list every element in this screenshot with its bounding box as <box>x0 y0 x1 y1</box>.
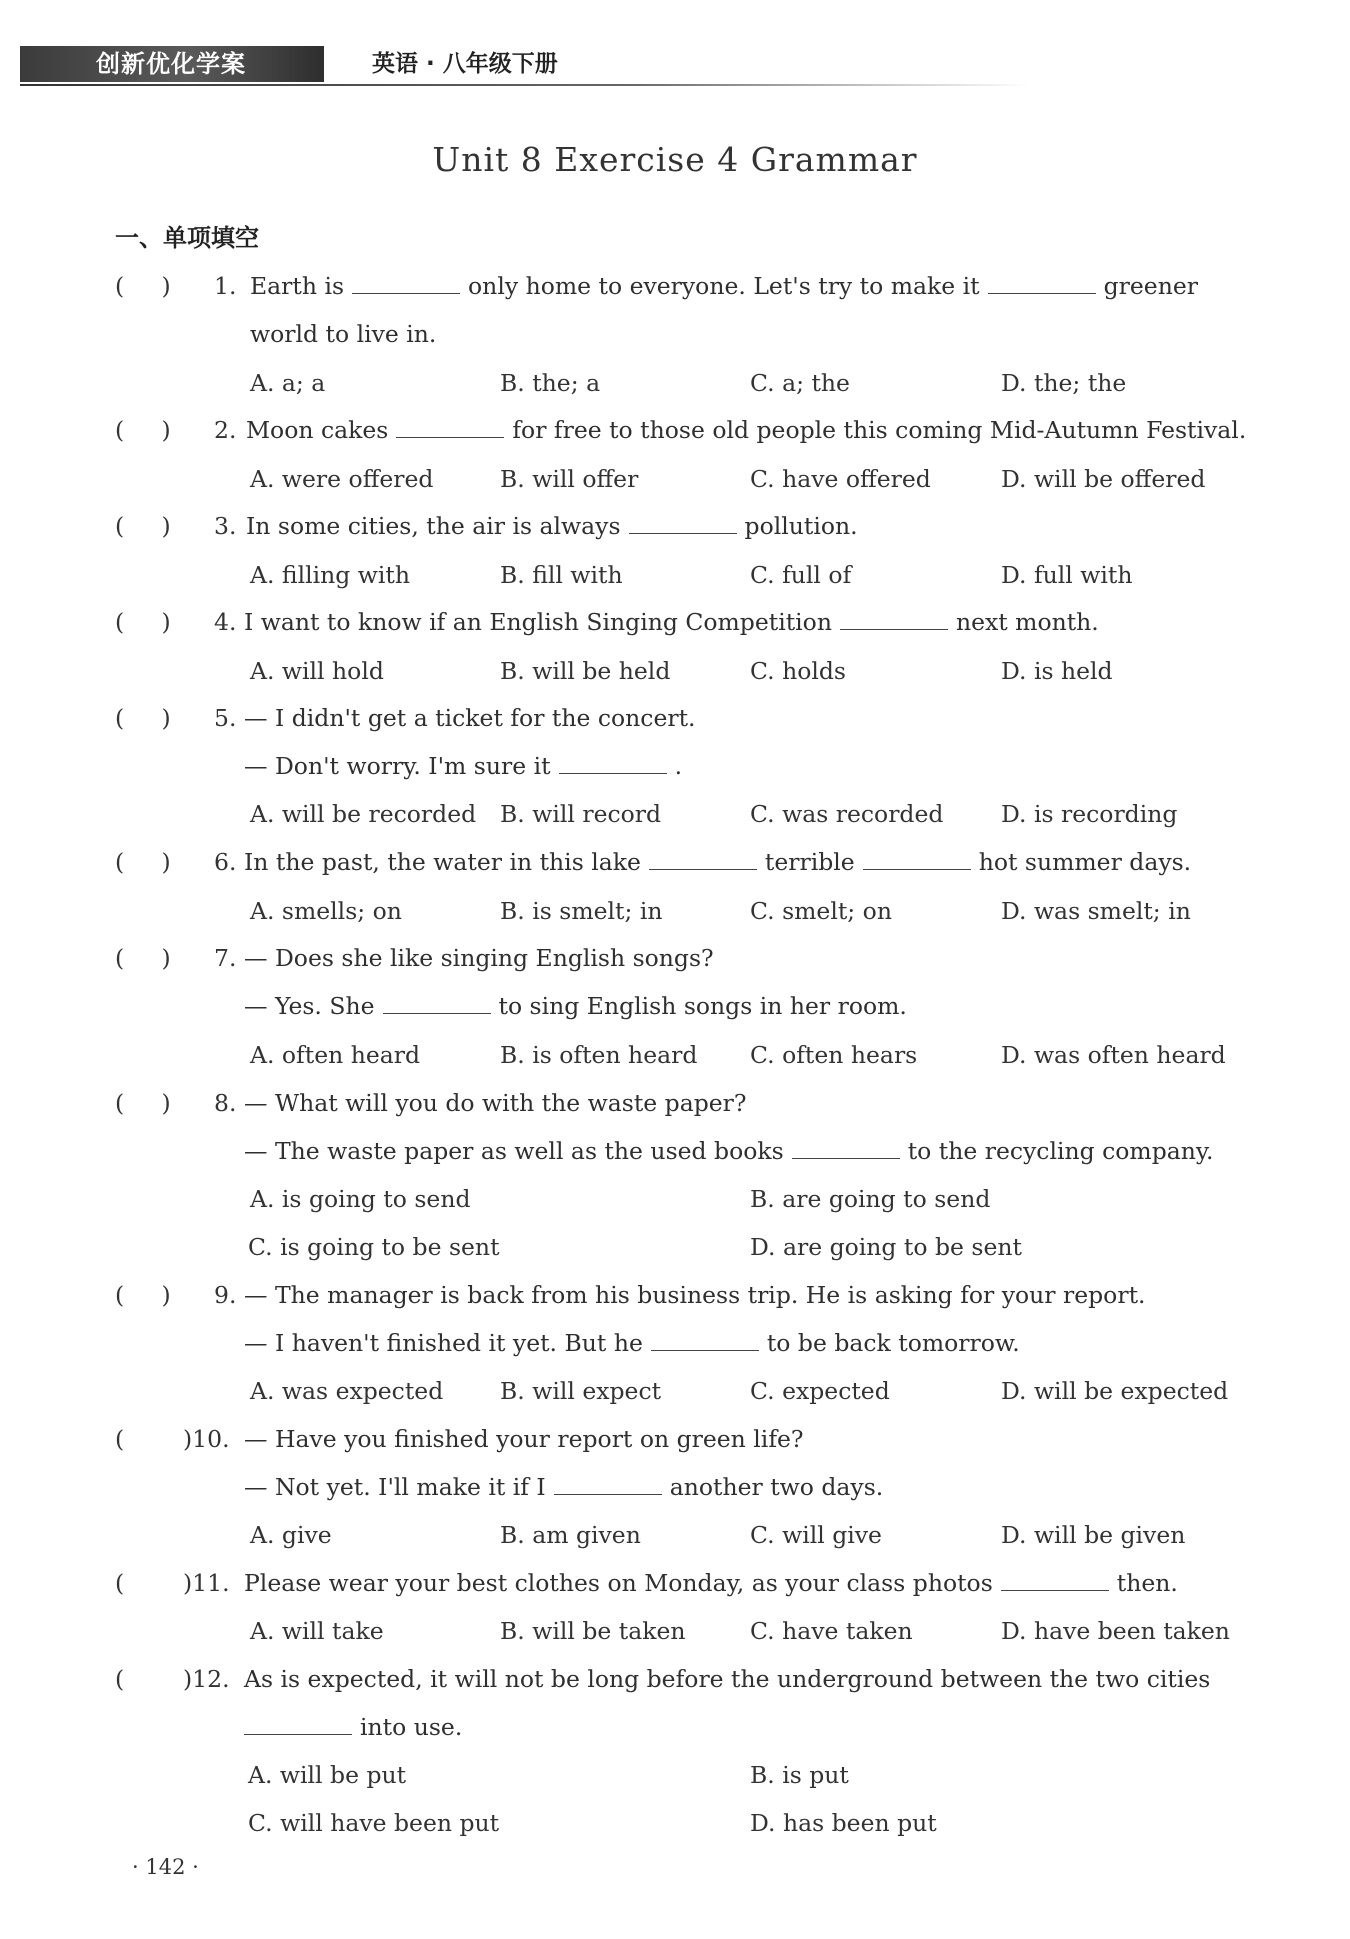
option-b[interactable]: B. will expect <box>500 1377 662 1405</box>
question-number: 9. <box>214 1281 237 1309</box>
answer-blank[interactable] <box>651 1328 759 1351</box>
answer-blank[interactable] <box>554 1472 662 1495</box>
question-number: 4. <box>214 608 237 636</box>
answer-blank[interactable] <box>383 991 491 1014</box>
option-b[interactable]: B. will be taken <box>500 1617 686 1645</box>
subject-label: 英语 · 八年级下册 <box>372 51 558 77</box>
option-a[interactable]: A. was expected <box>250 1377 444 1405</box>
option-c[interactable]: C. will give <box>750 1521 882 1549</box>
answer-paren[interactable]: ( ) <box>115 1089 171 1117</box>
answer-paren[interactable]: ( ) <box>115 272 171 300</box>
page-number: · 142 · <box>132 1855 199 1879</box>
answer-blank[interactable] <box>863 847 971 870</box>
question-text: Moon cakes for free to those old people this coming Mid-Autumn Festival. <box>246 416 1247 444</box>
question-number: )11. <box>183 1569 230 1597</box>
option-b[interactable]: B. the; a <box>500 369 601 397</box>
answer-blank[interactable] <box>396 415 504 438</box>
question-text: In some cities, the air is always pollution. <box>246 512 858 540</box>
option-d[interactable]: D. are going to be sent <box>750 1233 1022 1261</box>
option-b[interactable]: B. fill with <box>500 561 623 589</box>
question-text: — Does she like singing English songs? <box>244 944 714 972</box>
question-text-cont: — Yes. She to sing English songs in her room. <box>244 992 907 1020</box>
option-c[interactable]: C. have taken <box>750 1617 913 1645</box>
option-b[interactable]: B. is put <box>750 1761 849 1789</box>
answer-blank[interactable] <box>792 1136 900 1159</box>
option-c[interactable]: C. often hears <box>750 1041 918 1069</box>
option-c[interactable]: C. have offered <box>750 465 931 493</box>
question-text-cont: — I haven't finished it yet. But he to be back tomorrow. <box>244 1329 1020 1357</box>
option-b[interactable]: B. will be held <box>500 657 671 685</box>
option-a[interactable]: A. will take <box>250 1617 384 1645</box>
option-a[interactable]: A. smells; on <box>250 897 402 925</box>
answer-paren[interactable]: ( ) <box>115 512 171 540</box>
question-text: In the past, the water in this lake terrible hot summer days. <box>244 848 1192 876</box>
answer-blank[interactable] <box>988 271 1096 294</box>
question-number: 8. <box>214 1089 237 1117</box>
option-c[interactable]: C. a; the <box>750 369 850 397</box>
question-number: )12. <box>183 1665 230 1693</box>
question-text: — I didn't get a ticket for the concert. <box>244 704 696 732</box>
option-c[interactable]: C. was recorded <box>750 800 944 828</box>
answer-blank[interactable] <box>244 1712 352 1735</box>
answer-paren[interactable]: ( ) <box>115 944 171 972</box>
answer-blank[interactable] <box>629 511 737 534</box>
header-divider <box>20 84 1030 86</box>
option-b[interactable]: B. will record <box>500 800 662 828</box>
option-d[interactable]: D. will be expected <box>1001 1377 1229 1405</box>
brand-logo: 创新优化学案 <box>20 46 324 82</box>
question-text: — What will you do with the waste paper? <box>244 1089 747 1117</box>
question-text-cont: — The waste paper as well as the used books to the recycling company. <box>244 1137 1214 1165</box>
option-a[interactable]: A. will hold <box>250 657 384 685</box>
option-a[interactable]: A. will be recorded <box>250 800 477 828</box>
answer-paren[interactable]: ( <box>115 1665 147 1693</box>
question-text-cont: into use. <box>244 1711 462 1743</box>
question-text: I want to know if an English Singing Competition next month. <box>244 608 1099 636</box>
question-text: As is expected, it will not be long before the underground between the two cities <box>244 1665 1211 1693</box>
answer-paren[interactable]: ( ) <box>115 848 171 876</box>
option-d[interactable]: D. has been put <box>750 1809 937 1837</box>
question-number: )10. <box>183 1425 230 1453</box>
option-b[interactable]: B. is smelt; in <box>500 897 663 925</box>
answer-blank[interactable] <box>559 751 667 774</box>
option-d[interactable]: D. is recording <box>1001 800 1178 828</box>
question-text: Earth is only home to everyone. Let's try to make it greener <box>250 272 1198 300</box>
option-d[interactable]: D. full with <box>1001 561 1133 589</box>
option-c[interactable]: C. full of <box>750 561 852 589</box>
option-b[interactable]: B. is often heard <box>500 1041 698 1069</box>
option-a[interactable]: A. is going to send <box>250 1185 471 1213</box>
option-a[interactable]: A. will be put <box>248 1761 407 1789</box>
question-number: 5. <box>214 704 237 732</box>
answer-paren[interactable]: ( <box>115 1569 147 1597</box>
option-a[interactable]: A. often heard <box>250 1041 421 1069</box>
section-heading: 一、单项填空 <box>115 224 259 252</box>
option-d[interactable]: D. was often heard <box>1001 1041 1226 1069</box>
answer-paren[interactable]: ( ) <box>115 704 171 732</box>
option-b[interactable]: B. will offer <box>500 465 639 493</box>
option-b[interactable]: B. am given <box>500 1521 641 1549</box>
page-header <box>20 46 1030 86</box>
option-a[interactable]: A. give <box>250 1521 332 1549</box>
question-text: — Have you finished your report on green life? <box>244 1425 804 1453</box>
option-d[interactable]: D. is held <box>1001 657 1113 685</box>
option-a[interactable]: A. a; a <box>250 369 326 397</box>
option-c[interactable]: C. expected <box>750 1377 890 1405</box>
question-text-cont: — Not yet. I'll make it if I another two days. <box>244 1473 884 1501</box>
option-d[interactable]: D. have been taken <box>1001 1617 1230 1645</box>
option-c[interactable]: C. will have been put <box>248 1809 500 1837</box>
answer-paren[interactable]: ( ) <box>115 416 171 444</box>
question-number: 3. <box>214 512 237 540</box>
option-d[interactable]: D. will be offered <box>1001 465 1206 493</box>
page-title: Unit 8 Exercise 4 Grammar <box>432 140 918 179</box>
option-c[interactable]: C. holds <box>750 657 846 685</box>
question-text-cont: world to live in. <box>250 320 437 348</box>
option-a[interactable]: A. were offered <box>250 465 434 493</box>
option-c[interactable]: C. smelt; on <box>750 897 892 925</box>
answer-blank[interactable] <box>1001 1568 1109 1591</box>
answer-paren[interactable]: ( ) <box>115 608 171 636</box>
answer-blank[interactable] <box>352 271 460 294</box>
option-a[interactable]: A. filling with <box>250 561 410 589</box>
option-d[interactable]: D. was smelt; in <box>1001 897 1191 925</box>
question-number: 2. <box>214 416 237 444</box>
answer-blank[interactable] <box>840 607 948 630</box>
option-d[interactable]: D. the; the <box>1001 369 1127 397</box>
option-c[interactable]: C. is going to be sent <box>248 1233 500 1261</box>
question-text: — The manager is back from his business trip. He is asking for your report. <box>244 1281 1146 1309</box>
question-number: 7. <box>214 944 237 972</box>
question-text-cont: — Don't worry. I'm sure it . <box>244 752 683 780</box>
option-b[interactable]: B. are going to send <box>750 1185 991 1213</box>
question-number: 6. <box>214 848 237 876</box>
option-d[interactable]: D. will be given <box>1001 1521 1186 1549</box>
question-number: 1. <box>214 272 237 300</box>
answer-paren[interactable]: ( ) <box>115 1281 171 1309</box>
answer-paren[interactable]: ( <box>115 1425 147 1453</box>
answer-blank[interactable] <box>649 847 757 870</box>
question-text: Please wear your best clothes on Monday, as your class photos then. <box>244 1569 1178 1597</box>
